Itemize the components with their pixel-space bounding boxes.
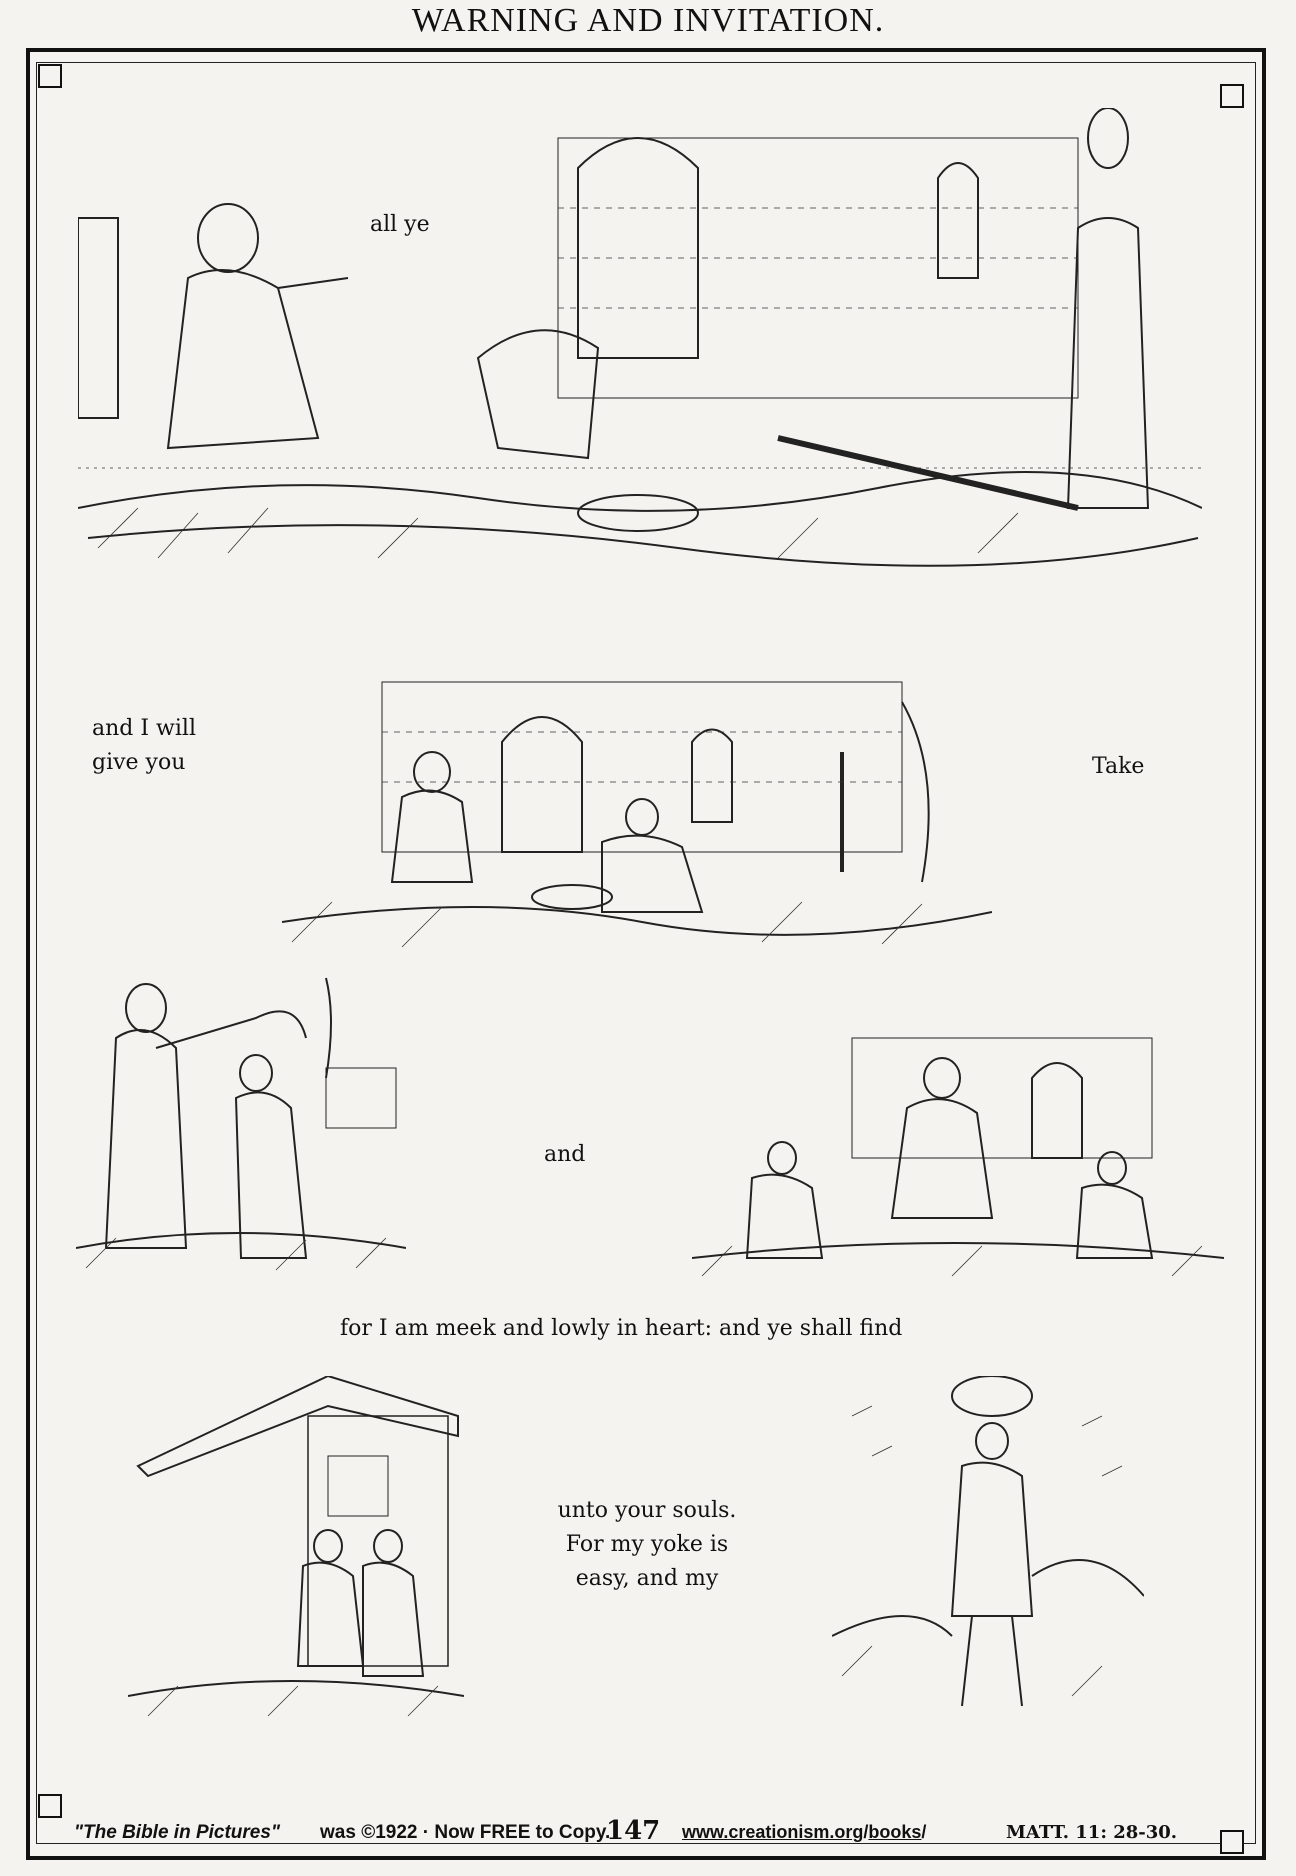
corner-ornament-top-left (38, 64, 62, 88)
verse-line: easy, and my (575, 1566, 719, 1591)
corner-ornament-top-right (1220, 84, 1244, 108)
footer-books-link[interactable]: books (868, 1822, 922, 1842)
illustration-man-bowing (76, 958, 406, 1274)
footer-book-title-text: "The Bible in Pictures" (74, 1822, 280, 1843)
footer-slash: / (863, 1822, 869, 1842)
verse-line: and I will (92, 716, 196, 741)
corner-ornament-bottom-left (38, 1794, 62, 1818)
footer-slash: / (921, 1822, 927, 1842)
verse-text-unto-your-souls (552, 1494, 742, 1596)
verse-text-take: Take (1092, 754, 1145, 779)
illustration-people-laboring (78, 108, 1202, 578)
illustration-couple-at-shelter (128, 1376, 464, 1720)
verse-text-all-ye: all ye (370, 212, 430, 237)
verse-text-meek-and-lowly: for I am meek and lowly in heart: and ye shall find (340, 1316, 903, 1341)
footer-copyright: was ©1922 · Now FREE to Copy. (320, 1822, 611, 1843)
verse-text-and-i-will (92, 712, 196, 780)
footer-page-number: 147 (606, 1816, 661, 1846)
illustration-man-carrying-burden (832, 1376, 1144, 1736)
verse-line: give you (92, 750, 186, 775)
illustration-teacher-with-listeners (692, 1018, 1224, 1280)
footer-site-link[interactable]: www.creationism.org (682, 1822, 864, 1842)
footer-website (682, 1822, 926, 1843)
verse-text-and: and (544, 1142, 586, 1167)
verse-line: For my yoke is (565, 1532, 729, 1557)
illustration-people-resting (282, 622, 992, 954)
footer-book-title (74, 1822, 280, 1844)
verse-line: unto your souls. (557, 1498, 737, 1523)
footer-scripture-reference: MATT. 11: 28-30. (1006, 1822, 1178, 1843)
page-title: WARNING AND INVITATION. (411, 2, 885, 39)
corner-ornament-bottom-right (1220, 1830, 1244, 1854)
